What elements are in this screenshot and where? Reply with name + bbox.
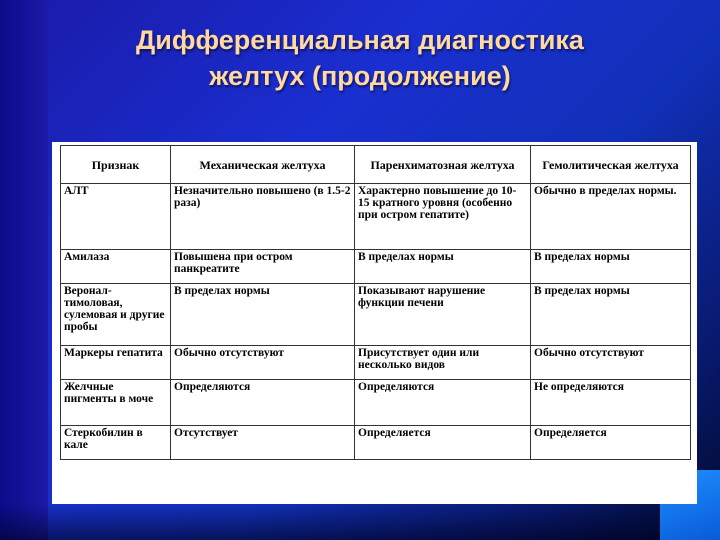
header-sign: Признак	[61, 146, 171, 184]
cell-sign: Желчные пигменты в моче	[61, 380, 171, 426]
cell-mechanical: Незначительно повышено (в 1.5-2 раза)	[171, 184, 355, 250]
cell-hemolytic: В пределах нормы	[531, 284, 691, 346]
background-bottom-band	[0, 504, 720, 540]
cell-parenchymal: В пределах нормы	[355, 250, 531, 284]
cell-mechanical: В пределах нормы	[171, 284, 355, 346]
cell-parenchymal: Показывают нарушение функции печени	[355, 284, 531, 346]
cell-parenchymal: Присутствует один или несколько видов	[355, 346, 531, 380]
cell-sign: Стеркобилин в кале	[61, 426, 171, 460]
table-row	[61, 346, 691, 380]
cell-sign: Амилаза	[61, 250, 171, 284]
diagnosis-table	[60, 145, 691, 460]
cell-parenchymal: Характерно повышение до 10-15 кратного уровня (особенно при остром гепатите)	[355, 184, 531, 250]
header-parenchymal-jaundice: Паренхиматозная желтуха	[355, 146, 531, 184]
table-row	[61, 380, 691, 426]
cell-sign: Маркеры гепатита	[61, 346, 171, 380]
cell-hemolytic: Обычно в пределах нормы.	[531, 184, 691, 250]
table-row	[61, 284, 691, 346]
cell-hemolytic: В пределах нормы	[531, 250, 691, 284]
cell-mechanical: Отсутствует	[171, 426, 355, 460]
slide-title-line-1: Дифференциальная диагностика	[136, 25, 584, 55]
cell-mechanical: Определяются	[171, 380, 355, 426]
header-hemolytic-jaundice: Гемолитическая желтуха	[531, 146, 691, 184]
table-sheet	[52, 142, 697, 504]
cell-mechanical: Обычно отсутствуют	[171, 346, 355, 380]
cell-hemolytic: Определяется	[531, 426, 691, 460]
cell-sign: АЛТ	[61, 184, 171, 250]
cell-parenchymal: Определяется	[355, 426, 531, 460]
table-row	[61, 426, 691, 460]
table-row	[61, 184, 691, 250]
cell-hemolytic: Не определяются	[531, 380, 691, 426]
table-header-row	[61, 146, 691, 184]
cell-mechanical: Повышена при остром панкреатите	[171, 250, 355, 284]
cell-sign: Веронал-тимоловая, сулемовая и другие пробы	[61, 284, 171, 346]
header-mechanical-jaundice: Механическая желтуха	[171, 146, 355, 184]
cell-hemolytic: Обычно отсутствуют	[531, 346, 691, 380]
slide-title	[0, 22, 720, 94]
slide-title-line-2: желтух (продолжение)	[209, 61, 511, 91]
cell-parenchymal: Определяются	[355, 380, 531, 426]
table-row	[61, 250, 691, 284]
